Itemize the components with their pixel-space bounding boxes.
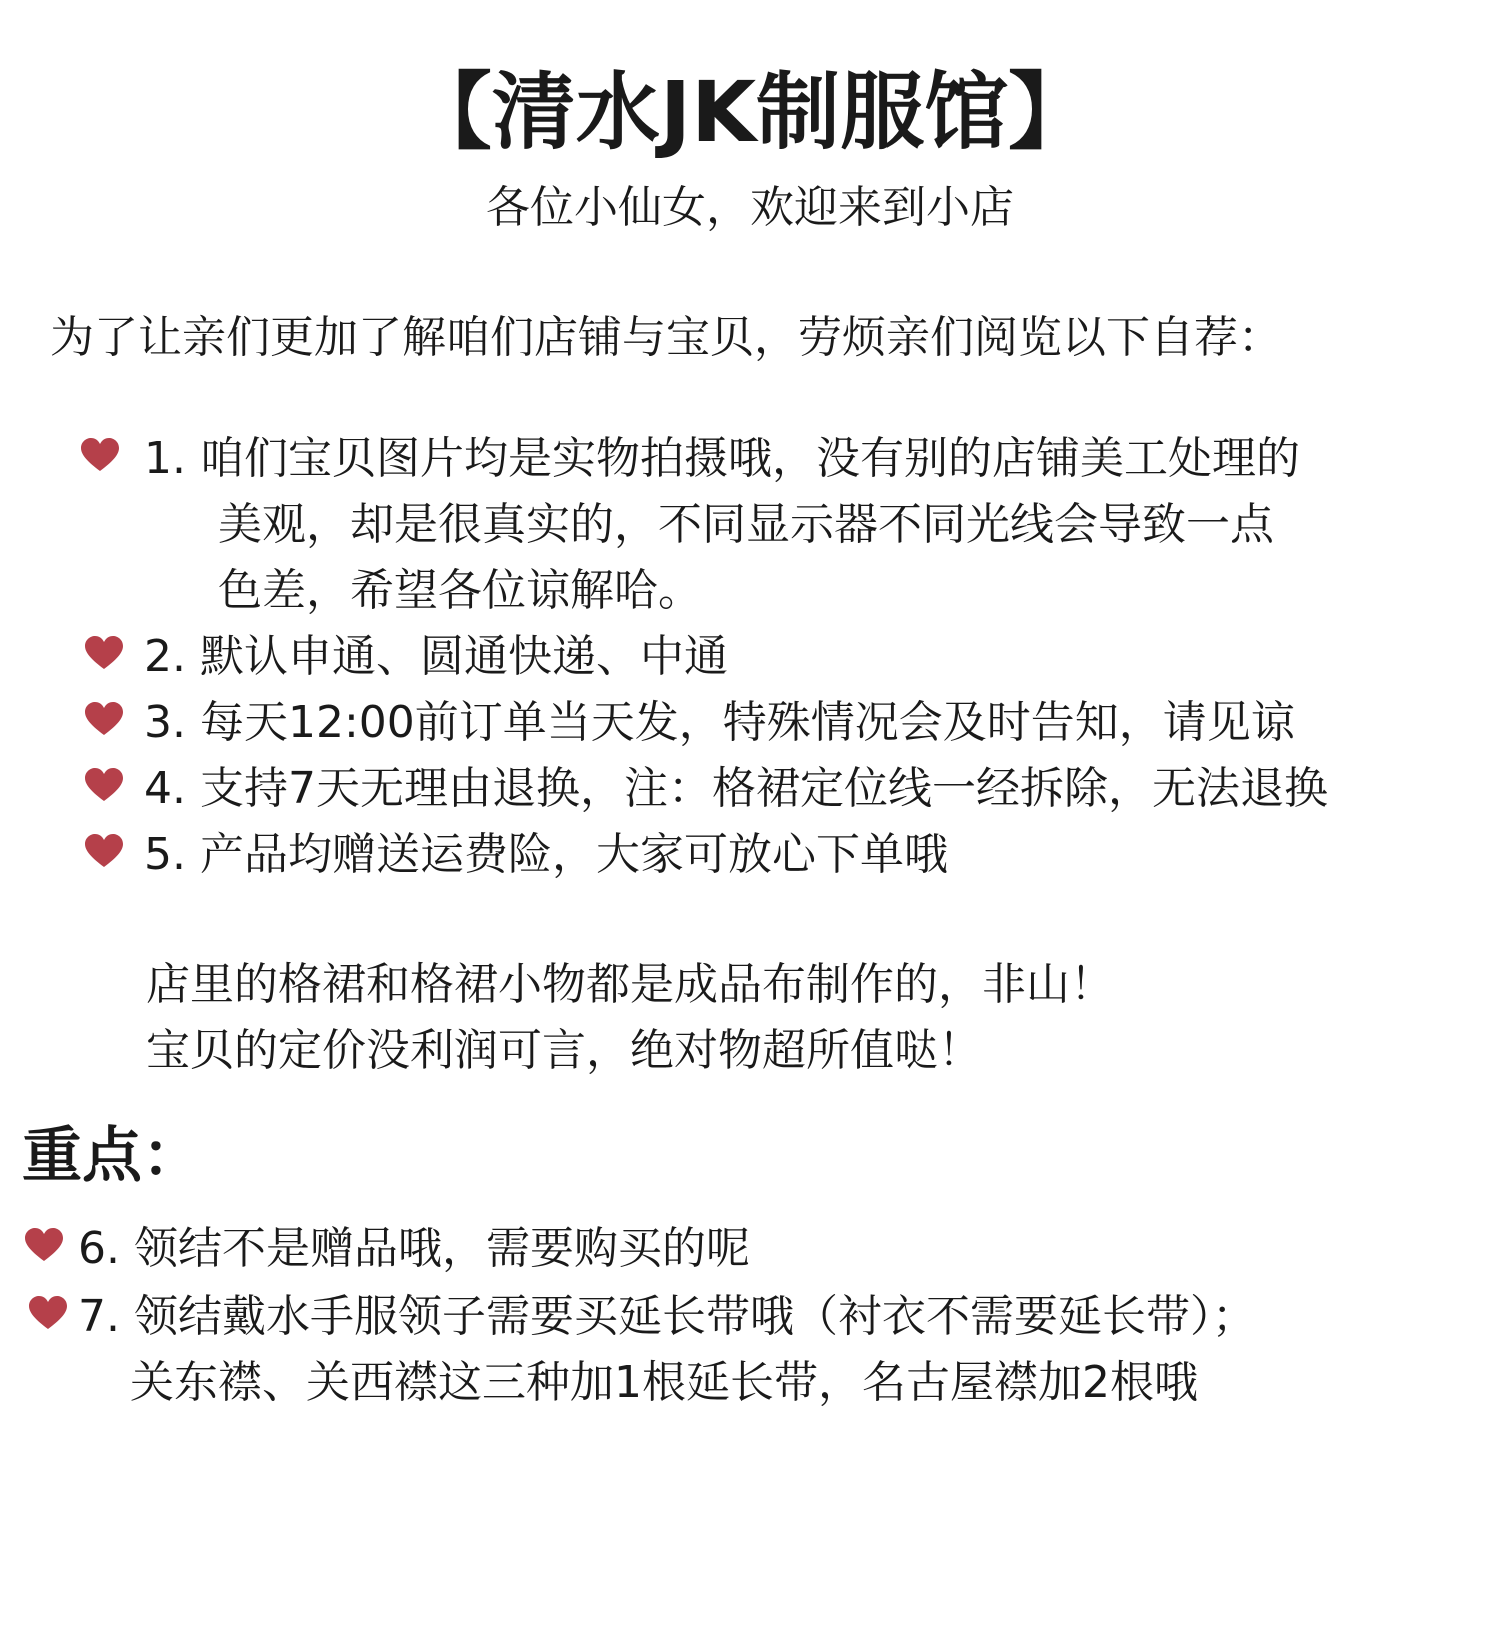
note-line: 店里的格裙和格裙小物都是成品布制作的，非山！: [146, 959, 1114, 1010]
note-line: 宝贝的定价没利润可言，绝对物超所值哒！: [146, 1025, 982, 1076]
key-points-heading: 重点：: [22, 1121, 202, 1191]
item-line: 关东襟、关西襟这三种加1根延长带，名古屋襟加2根哦: [130, 1357, 1198, 1408]
heart-icon: [80, 438, 120, 478]
item-line: 6. 领结不是赠品哦，需要购买的呢: [78, 1223, 750, 1274]
welcome-subtitle: 各位小仙女，欢迎来到小店: [486, 182, 1014, 233]
item-line: 5. 产品均赠送运费险，大家可放心下单哦: [144, 829, 948, 880]
heart-icon: [28, 1296, 68, 1336]
item-line: 3. 每天12:00前订单当天发，特殊情况会及时告知，请见谅: [144, 697, 1295, 748]
page-title: 【清水JK制服馆】: [407, 63, 1093, 161]
heart-icon: [24, 1228, 64, 1268]
item-line: 1. 咱们宝贝图片均是实物拍摄哦，没有别的店铺美工处理的: [144, 433, 1300, 484]
item-line: 美观，却是很真实的，不同显示器不同光线会导致一点: [218, 499, 1274, 550]
heart-icon: [84, 768, 124, 808]
item-line: 4. 支持7天无理由退换，注：格裙定位线一经拆除，无法退换: [144, 763, 1328, 814]
heart-icon: [84, 636, 124, 676]
heart-icon: [84, 834, 124, 874]
intro-text: 为了让亲们更加了解咱们店铺与宝贝，劳烦亲们阅览以下自荐：: [50, 312, 1282, 363]
item-line: 7. 领结戴水手服领子需要买延长带哦（衬衣不需要延长带）；: [78, 1291, 1256, 1342]
heart-icon: [84, 702, 124, 742]
item-line: 色差，希望各位谅解哈。: [218, 565, 702, 616]
item-line: 2. 默认申通、圆通快递、中通: [144, 631, 728, 682]
